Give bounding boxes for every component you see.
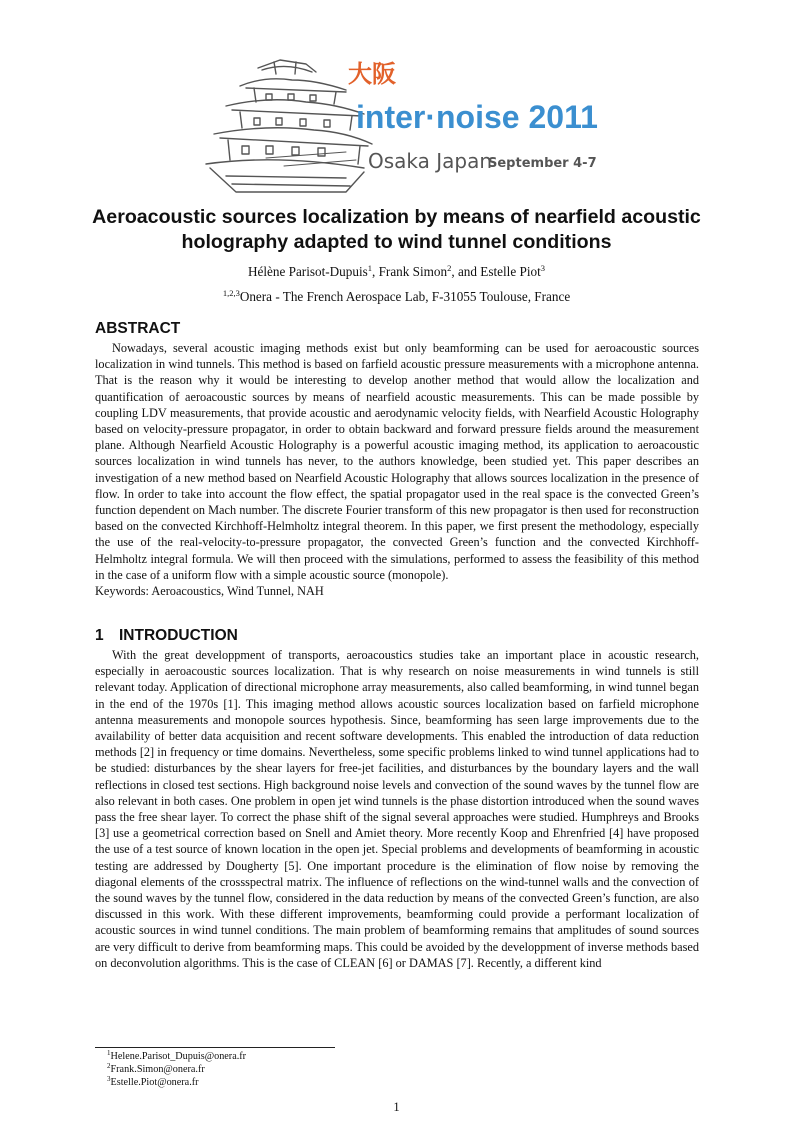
affiliation-marks: 1,2,3 [222, 288, 240, 298]
affiliation-text: Onera - The French Aerospace Lab, F-31055 Toulouse, France [239, 289, 571, 304]
author-mark: 2 [447, 263, 452, 273]
author-name: Hélène Parisot-Dupuis [247, 264, 368, 279]
footnote-rule [95, 1047, 335, 1048]
section-number: 1 [95, 627, 104, 644]
author-name: Estelle Piot [480, 264, 541, 279]
introduction-body [95, 647, 699, 971]
paper-title: Aeroacoustic sources localization by means of nearfield acoustic holography adapted to wind tunnel conditions [92, 206, 701, 253]
abstract-heading: ABSTRACT [95, 320, 181, 337]
author-separator: , and [451, 264, 481, 279]
kanji-logo-text: 大阪 [348, 60, 396, 88]
author-mark: 3 [540, 263, 545, 273]
section-title: INTRODUCTION [119, 627, 238, 644]
conference-city: Osaka Japan [368, 149, 493, 173]
footnote [95, 1063, 246, 1076]
conference-logo-graphic [196, 40, 606, 200]
conference-logo [196, 40, 606, 200]
conference-name: inter·noise 2011 [356, 99, 598, 135]
footnote-email: Frank.Simon@onera.fr [110, 1064, 205, 1076]
footnote [95, 1076, 246, 1089]
footnote [95, 1050, 246, 1063]
affiliation [60, 289, 733, 305]
author-list [60, 264, 733, 280]
footnote-mark: 3 [107, 1075, 111, 1084]
abstract-body [95, 340, 699, 599]
page-number: 1 [393, 1100, 400, 1114]
keywords: Keywords: Aeroacoustics, Wind Tunnel, NAH [95, 584, 324, 599]
abstract-paragraph: Nowadays, several acoustic imaging methods exist but only beamforming can be used for aeroacoustic sources localization in wind tunnels. This method is based on farfield acoustic pressure measurements with a microphone antenna. That is the reason why it would be interesting to develop another method that would allow the localization and quantification of aeroacoustic sources by means of nearfield acoustic measurements. This can be made possible by coupling LDV measurements, that provide acoustic and aerodynamic velocity fields, with Nearfield Acoustic Holography based on velocity-pressure propagator, in order to obtain backward and forward pressure fields around the measurement plane. Although Nearfield Acoustic Holography is a powerful acoustic imaging method, its application to aeroacoustic sources localization in wind tunnels has never, to the authors knowledge, been studied yet. This paper describes an investigation of a new method based on Nearfield Acoustic Holography that allows sources localization in the presence of flow. In order to take into account the flow effect, the spatial propagator used in the real space is the convected Green’s function dependent on Mach number. The discrete Fourier transform of this new propagator is then used for reconstruction based on the convected Kirchhoff-Helmholtz integral theorem. In this paper, we first present the methodology, especially the use of the real-velocity-to-pressure propagator, the convected Green’s function and the convected Kirchhoff-Helmholtz integral formula. We will then proceed with the simulations, performed to assess the feasibility of this method in the case of a uniform flow with a simple acoustic source (monopole). [95, 341, 699, 582]
conference-dates: September 4-7 [488, 156, 597, 171]
author-name: Frank Simon [378, 264, 448, 279]
footnote-mark: 2 [107, 1062, 111, 1071]
author-separator: , [372, 264, 379, 279]
author-mark: 1 [367, 263, 372, 273]
footnote-email: Helene.Parisot_Dupuis@onera.fr [110, 1051, 247, 1062]
footnotes [95, 1050, 246, 1090]
introduction-heading [95, 627, 238, 645]
introduction-paragraph: With the great developpment of transports, aeroacoustics studies take an important place in acoustic research, especially in aeroacoustic sources localization. That is why research on noise measurements in wind tunnels is still relevant today. Application of directional microphone array measurements, also called beamforming, in wind tunnel began in the end of the 1970s [1]. This imaging method allows acoustic sources localization based on farfield microphone antenna measurements and monopole sources hypothesis. Since, beamforming has seen large improvements due to the availability of better data acquisition and recent software developments. This enabled the introduction of data reduction methods [2] in frequency or time domains. Nevertheless, some specific problems linked to wind tunnel applications had to be studied: disturbances by the shear layers for free-jet facilities, and disturbances by the boundary layers and the wall reflections in closed test sections. High background noise levels and convection of the sound waves by the tunnel flow are also relevant in both cases. One problem in open jet wind tunnels is the phase distortion introduced when the sound waves pass the free shear layer. To correct the phase shift of the signal several approaches were studied. Humphreys and Brooks [3] use a geometrical correction based on Snell and Amiet theory. More recently Koop and Ehrenfried [4] have proposed the use of a test source of known location in the open jet. Special problems and developments of beamforming in acoustic testing are addressed by Dougherty [5]. One important procedure is the elimination of flow noise by removing the diagonal elements of the crossspectral matrix. The influence of reflections on the wind-tunnel walls and the convection of the sound waves by the tunnel flow, considered in the data reduction by means of the convected Green’s function, are also discussed in this work. With these different improvements, beamforming could provide a performant localization of acoustic sources in wind tunnel conditions. The main problem of beamforming remains that amplitudes of sound sources are very difficult to derive from beamforming maps. This could be avoided by the developpment of inverse methods based on deconvolution algorithms. This is the case of CLEAN [6] or DAMAS [7]. Recently, a different kind [95, 648, 699, 970]
footnote-email: Estelle.Piot@onera.fr [110, 1077, 199, 1089]
footnote-mark: 1 [107, 1049, 111, 1057]
